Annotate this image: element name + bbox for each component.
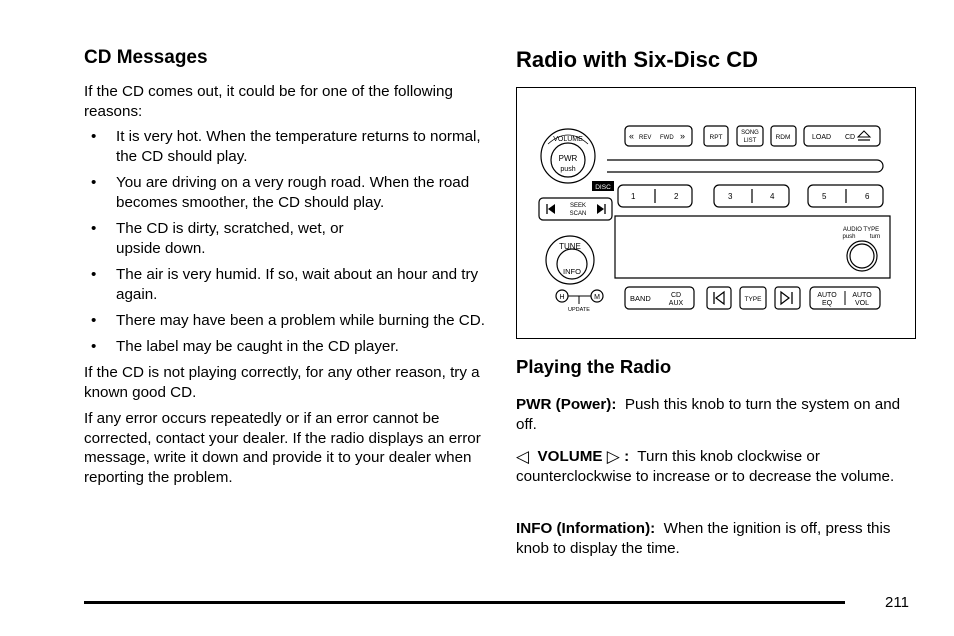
seek-forward-button	[775, 287, 800, 309]
left-column	[84, 46, 488, 487]
svg-text:3: 3	[728, 192, 733, 201]
volume-term: VOLUME	[537, 448, 603, 465]
cd-messages-intro: If the CD comes out, it could be for one of the following reasons:	[84, 83, 453, 120]
svg-text:RPT: RPT	[709, 134, 723, 141]
svg-text:2: 2	[674, 192, 679, 201]
info-term: INFO (Information):	[516, 520, 656, 537]
try-good-cd-paragraph: If the CD is not playing correctly, for any other reason, try a known good CD.	[84, 364, 480, 401]
tune-knob	[546, 236, 594, 284]
list-item: • You are driving on a very rough road. When the road becomes smoother, the CD should play.	[84, 173, 488, 213]
rdm-button	[771, 126, 796, 146]
volume-right-triangle-icon: ▷	[606, 447, 620, 466]
cd-slot	[607, 160, 883, 172]
svg-text:6: 6	[865, 192, 870, 201]
reasons-list	[84, 127, 488, 357]
rev-fwd-button	[625, 126, 692, 146]
display-screen	[615, 216, 890, 278]
svg-text:EQ: EQ	[821, 300, 833, 307]
song-list-button	[737, 126, 763, 146]
tune-label: TUNE	[559, 242, 581, 251]
preset-5-6-button	[808, 185, 883, 207]
playing-radio-heading: Playing the Radio	[516, 356, 672, 377]
svg-text:«: «	[629, 131, 635, 141]
svg-text:M: M	[594, 294, 600, 301]
pwr-term: PWR (Power):	[516, 396, 617, 413]
svg-text:REV: REV	[639, 135, 652, 141]
svg-text:turn: turn	[869, 234, 881, 240]
rpt-button	[704, 126, 728, 146]
svg-text:5: 5	[822, 192, 827, 201]
svg-text:AUDIO TYPE: AUDIO TYPE	[842, 227, 880, 233]
volume-colon: :	[624, 448, 630, 465]
volume-description: Turn this knob clockwise or counterclockwise to increase or to decrease the volume.	[516, 448, 895, 485]
svg-text:VOL: VOL	[854, 300, 870, 307]
svg-text:H: H	[559, 294, 565, 301]
svg-text:SONG: SONG	[741, 130, 759, 136]
seek-back-button	[707, 287, 731, 309]
type-button	[740, 287, 766, 309]
preset-3-4-button	[714, 185, 789, 207]
auto-eq-vol-button	[810, 287, 880, 309]
pwr-label: PWR	[558, 154, 578, 163]
svg-text:AUTO: AUTO	[817, 292, 837, 299]
svg-text:LIST: LIST	[743, 138, 757, 144]
page-number: 211	[885, 594, 909, 611]
error-paragraph: If any error occurs repeatedly or if an error cannot be corrected, contact your dealer. If the radio displays an error message, write it down and provide it to your dealer when reporting the problem.	[84, 410, 481, 486]
volume-definition	[516, 447, 916, 486]
volume-label: VOLUME	[553, 136, 583, 143]
load-cd-eject-button	[804, 126, 880, 146]
list-item: • There may have been a problem while burning the CD.	[84, 311, 488, 331]
svg-text:RDM: RDM	[775, 134, 791, 141]
info-label: INFO	[563, 267, 581, 276]
svg-text:CD: CD	[845, 134, 856, 141]
svg-text:SEEK: SEEK	[569, 203, 587, 209]
radio-heading: Radio with Six-Disc CD	[516, 47, 759, 72]
seek-scan-button	[539, 198, 612, 220]
cd-messages-heading: CD Messages	[84, 47, 208, 68]
svg-text:1: 1	[631, 192, 636, 201]
push-label: push	[560, 166, 576, 173]
info-definition	[516, 519, 916, 558]
svg-text:TYPE: TYPE	[744, 296, 762, 303]
svg-text:BAND: BAND	[630, 294, 651, 303]
svg-text:»: »	[680, 131, 686, 141]
volume-left-triangle-icon: ◁	[516, 447, 530, 466]
radio-diagram	[516, 87, 916, 339]
svg-text:AUX: AUX	[668, 300, 684, 307]
footer-rule	[84, 601, 845, 604]
volume-knob	[541, 129, 595, 183]
list-item: • It is very hot. When the temperature returns to normal, the CD should play.	[84, 127, 488, 167]
clock-update-buttons	[556, 290, 603, 313]
svg-text:FWD: FWD	[660, 135, 674, 141]
svg-text:AUTO: AUTO	[852, 292, 872, 299]
preset-1-2-button	[618, 185, 692, 207]
svg-text:push: push	[842, 234, 856, 240]
pwr-definition	[516, 395, 916, 434]
svg-text:LOAD: LOAD	[812, 134, 832, 141]
svg-text:UPDATE: UPDATE	[568, 307, 590, 313]
audio-type-knob	[842, 227, 880, 271]
list-item: • The CD is dirty, scratched, wet, or upside down.	[84, 219, 488, 259]
svg-text:CD: CD	[670, 292, 682, 299]
info-description: When the ignition is off, press this knob to display the time.	[516, 520, 891, 557]
disc-label: DISC	[595, 184, 611, 191]
list-item: • The air is very humid. If so, wait about an hour and try again.	[84, 265, 488, 305]
list-item: • The label may be caught in the CD player.	[84, 337, 488, 357]
svg-text:SCAN: SCAN	[569, 211, 587, 217]
right-column	[516, 46, 920, 74]
band-cd-aux-button	[625, 287, 694, 309]
svg-text:4: 4	[770, 192, 775, 201]
pwr-description: Push this knob to turn the system on and off.	[516, 396, 901, 433]
